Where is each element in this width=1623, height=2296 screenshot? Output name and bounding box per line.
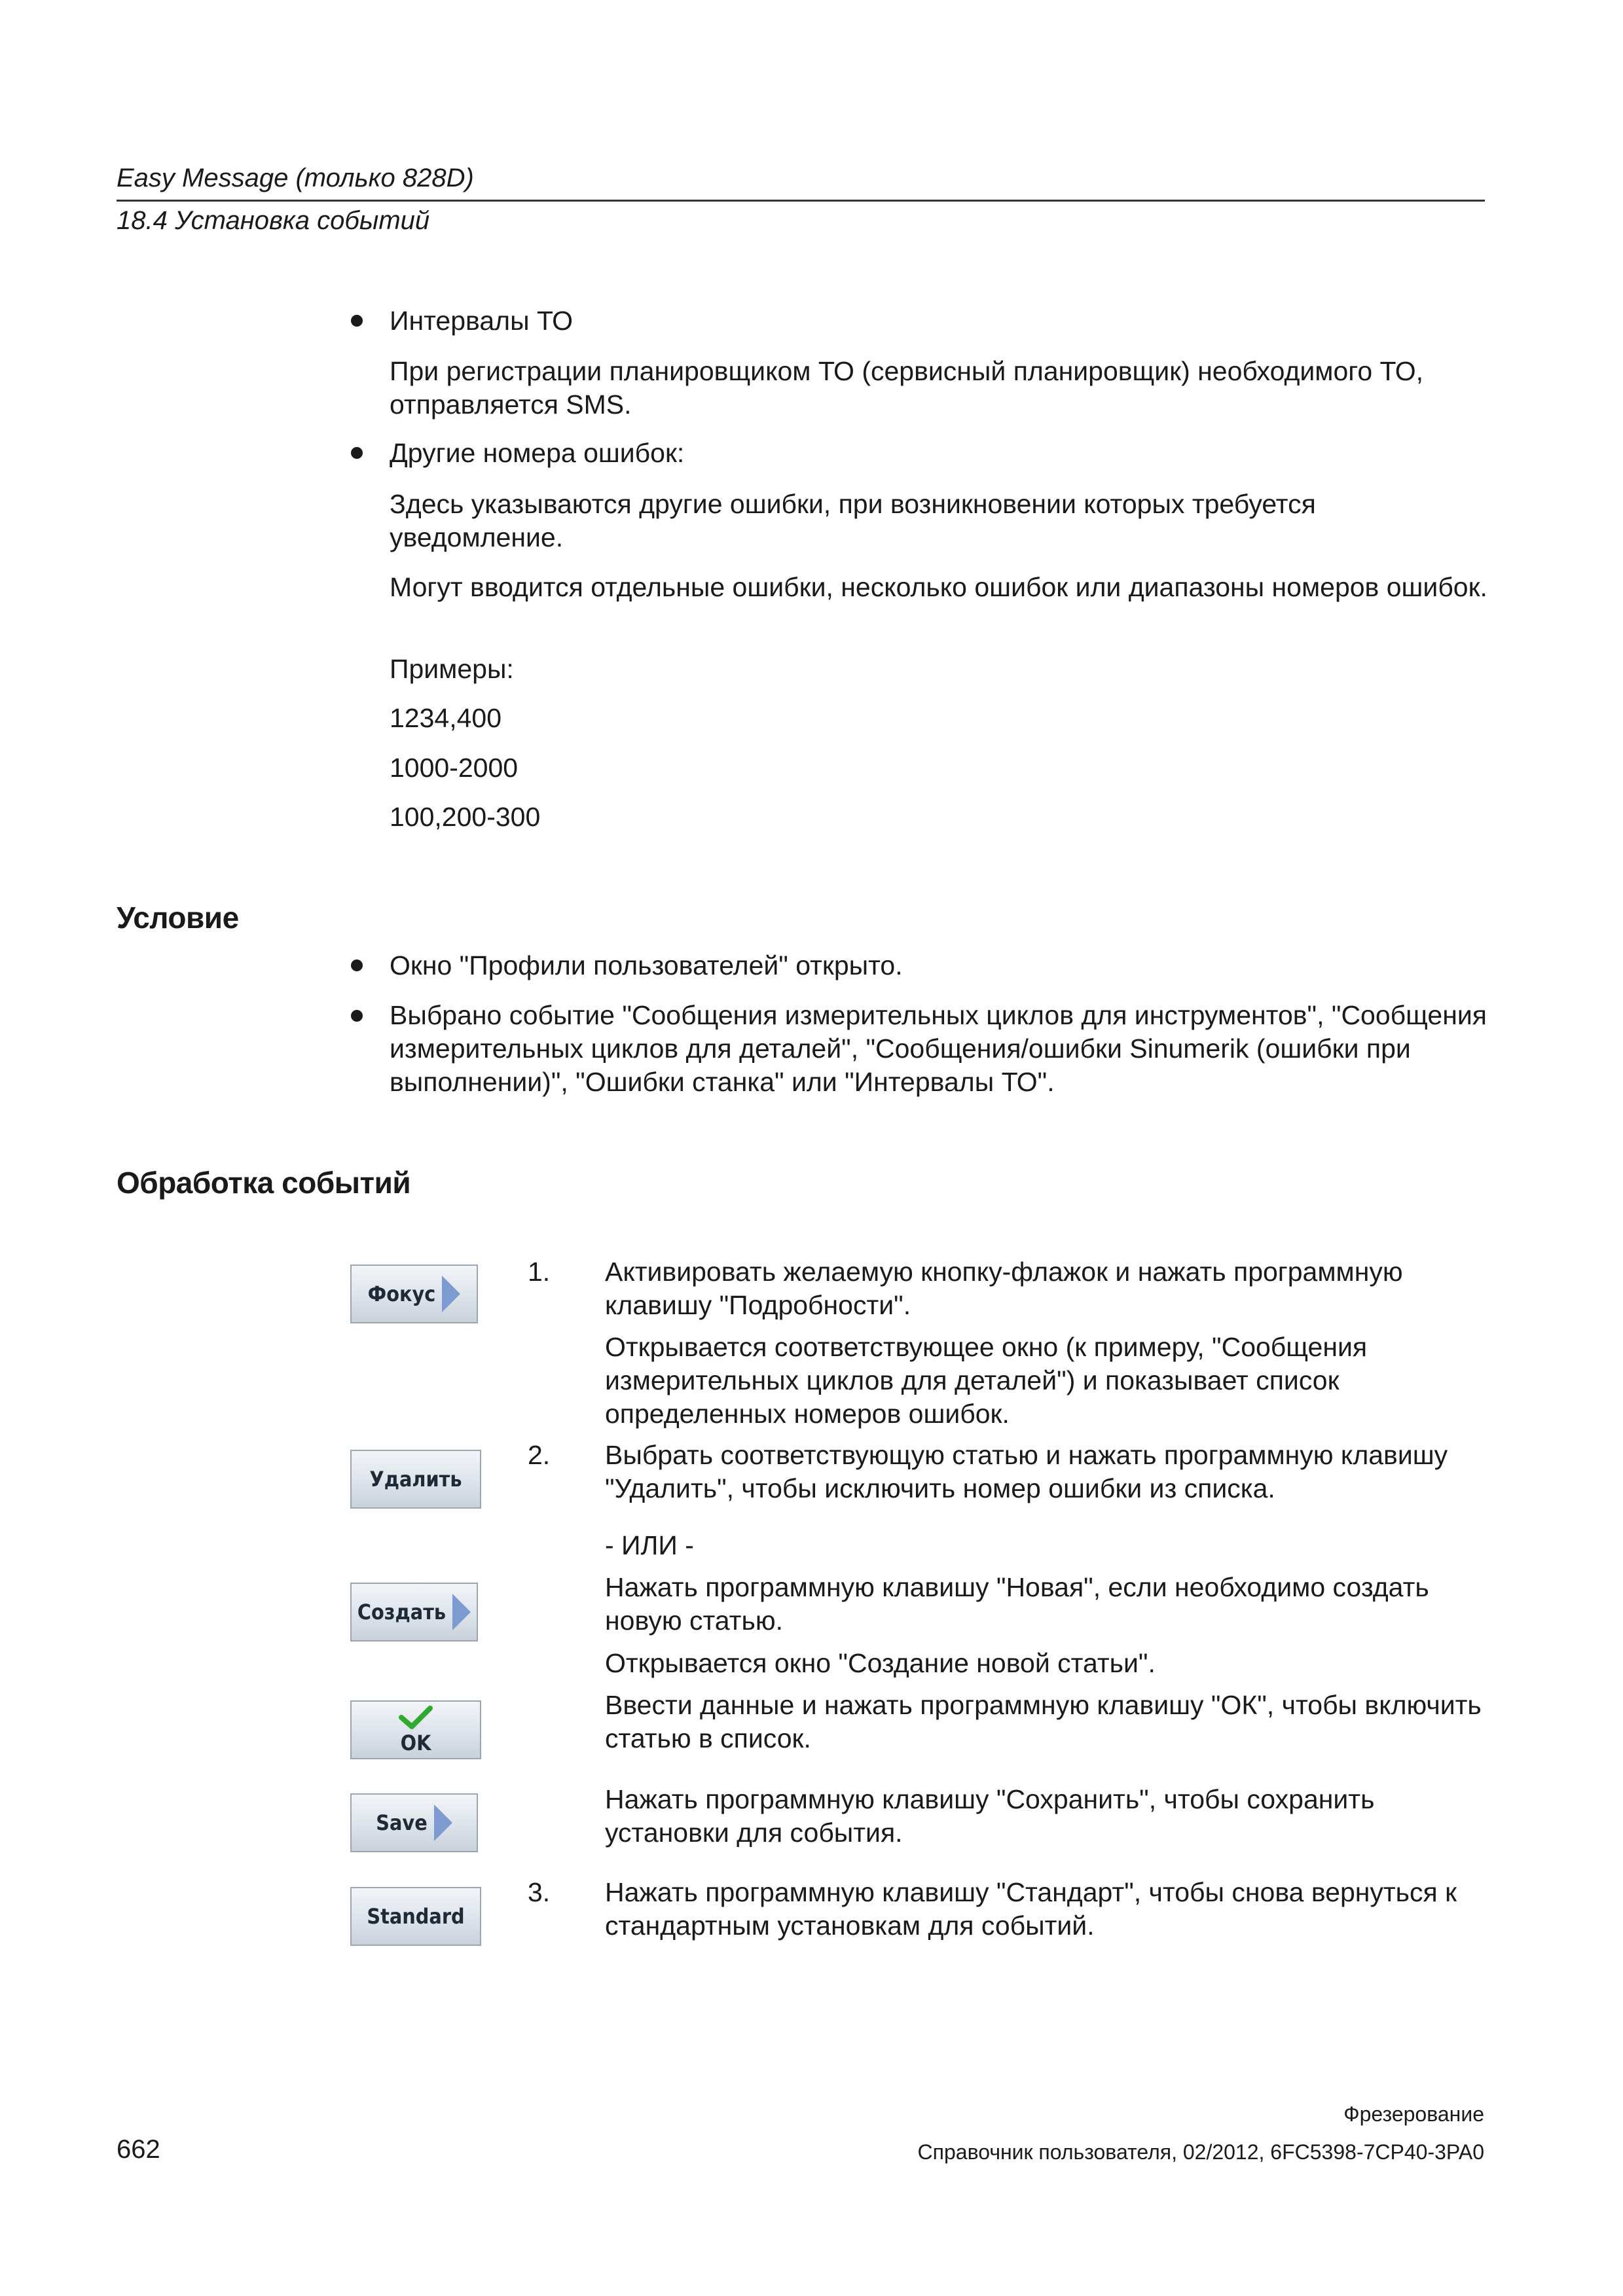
arrow-right-icon	[452, 1594, 471, 1630]
bullet-label: Другие номера ошибок:	[390, 438, 685, 468]
arrow-right-icon	[442, 1276, 460, 1312]
focus-softkey[interactable]	[350, 1265, 478, 1323]
step-number: 2.	[528, 1440, 551, 1470]
softkey-label: OK	[400, 1731, 431, 1755]
header-rule	[117, 200, 1485, 202]
step-number: 1.	[528, 1257, 551, 1287]
step-text: Выбрать соответствующую статью и нажать программную клавишу "Удалить", чтобы исключить номер ошибки из списка.	[605, 1440, 1448, 1503]
delete-softkey[interactable]	[350, 1450, 481, 1509]
softkey-label: Создать	[357, 1600, 447, 1624]
bullet-label: Интервалы ТО	[390, 306, 574, 336]
page-number: 662	[117, 2135, 160, 2164]
create-softkey[interactable]	[350, 1583, 478, 1641]
step-note: Открывается соответствующее окно (к примеру, "Сообщения измерительных циклов для деталей") и показывает список определенных номеров ошибок.	[605, 1332, 1368, 1429]
example-value: 100,200-300	[390, 802, 541, 832]
save-softkey[interactable]	[350, 1793, 478, 1852]
standard-softkey[interactable]	[350, 1887, 481, 1946]
step-text: Нажать программную клавишу "Стандарт", чтобы снова вернуться к стандартным установкам для событий.	[605, 1877, 1457, 1941]
example-value: 1000-2000	[390, 753, 519, 783]
or-separator: - ИЛИ -	[605, 1530, 694, 1560]
footer-reference: Справочник пользователя, 02/2012, 6FC5398-7CP40-3PA0	[917, 2140, 1484, 2164]
arrow-right-icon	[434, 1804, 452, 1841]
bullet-paragraph: При регистрации планировщиком ТО (сервисный планировщик) необходимого ТО, отправляется SMS.	[390, 356, 1424, 420]
step-note: Открывается окно "Создание новой статьи".	[605, 1648, 1156, 1678]
example-value: 1234,400	[390, 703, 502, 733]
softkey-label: Удалить	[369, 1467, 462, 1492]
bullet-icon	[351, 1010, 363, 1022]
condition-bullet: Выбрано событие "Сообщения измерительных циклов для инструментов", "Сообщения измерительных циклов для деталей", "Сообщения/ошибки Sinumerik (ошибки при выполнении)", "Ошибки станка" или "Интервалы ТО".	[390, 1000, 1487, 1097]
bullet-icon	[351, 960, 363, 971]
softkey-label: Save	[376, 1810, 428, 1835]
bullet-icon	[351, 315, 363, 327]
step-number: 3.	[528, 1877, 551, 1907]
condition-bullet: Окно "Профили пользователей" открыто.	[390, 950, 903, 980]
bullet-paragraph: Здесь указываются другие ошибки, при возникновении которых требуется уведомление.	[390, 489, 1316, 552]
step-text: Нажать программную клавишу "Сохранить", чтобы сохранить установки для события.	[605, 1784, 1375, 1848]
softkey-label: Фокус	[367, 1282, 436, 1306]
running-header-section: 18.4 Установка событий	[117, 206, 430, 235]
running-header-title: Easy Message (только 828D)	[117, 164, 474, 192]
bullet-icon	[351, 447, 363, 459]
ok-softkey[interactable]	[350, 1700, 481, 1759]
footer-book: Фрезерование	[1343, 2102, 1484, 2126]
softkey-label: Standard	[367, 1904, 465, 1929]
checkmark-icon	[397, 1704, 434, 1731]
bullet-paragraph: Могут вводится отдельные ошибки, несколько ошибок или диапазоны номеров ошибок.	[390, 572, 1487, 602]
condition-heading: Условие	[117, 901, 239, 935]
processing-heading: Обработка событий	[117, 1166, 411, 1200]
step-text: Нажать программную клавишу "Новая", если необходимо создать новую статью.	[605, 1572, 1429, 1636]
step-text: Активировать желаемую кнопку-флажок и нажать программную клавишу "Подробности".	[605, 1257, 1403, 1320]
examples-label: Примеры:	[390, 654, 514, 684]
step-text: Ввести данные и нажать программную клавишу "ОК", чтобы включить статью в список.	[605, 1690, 1482, 1753]
